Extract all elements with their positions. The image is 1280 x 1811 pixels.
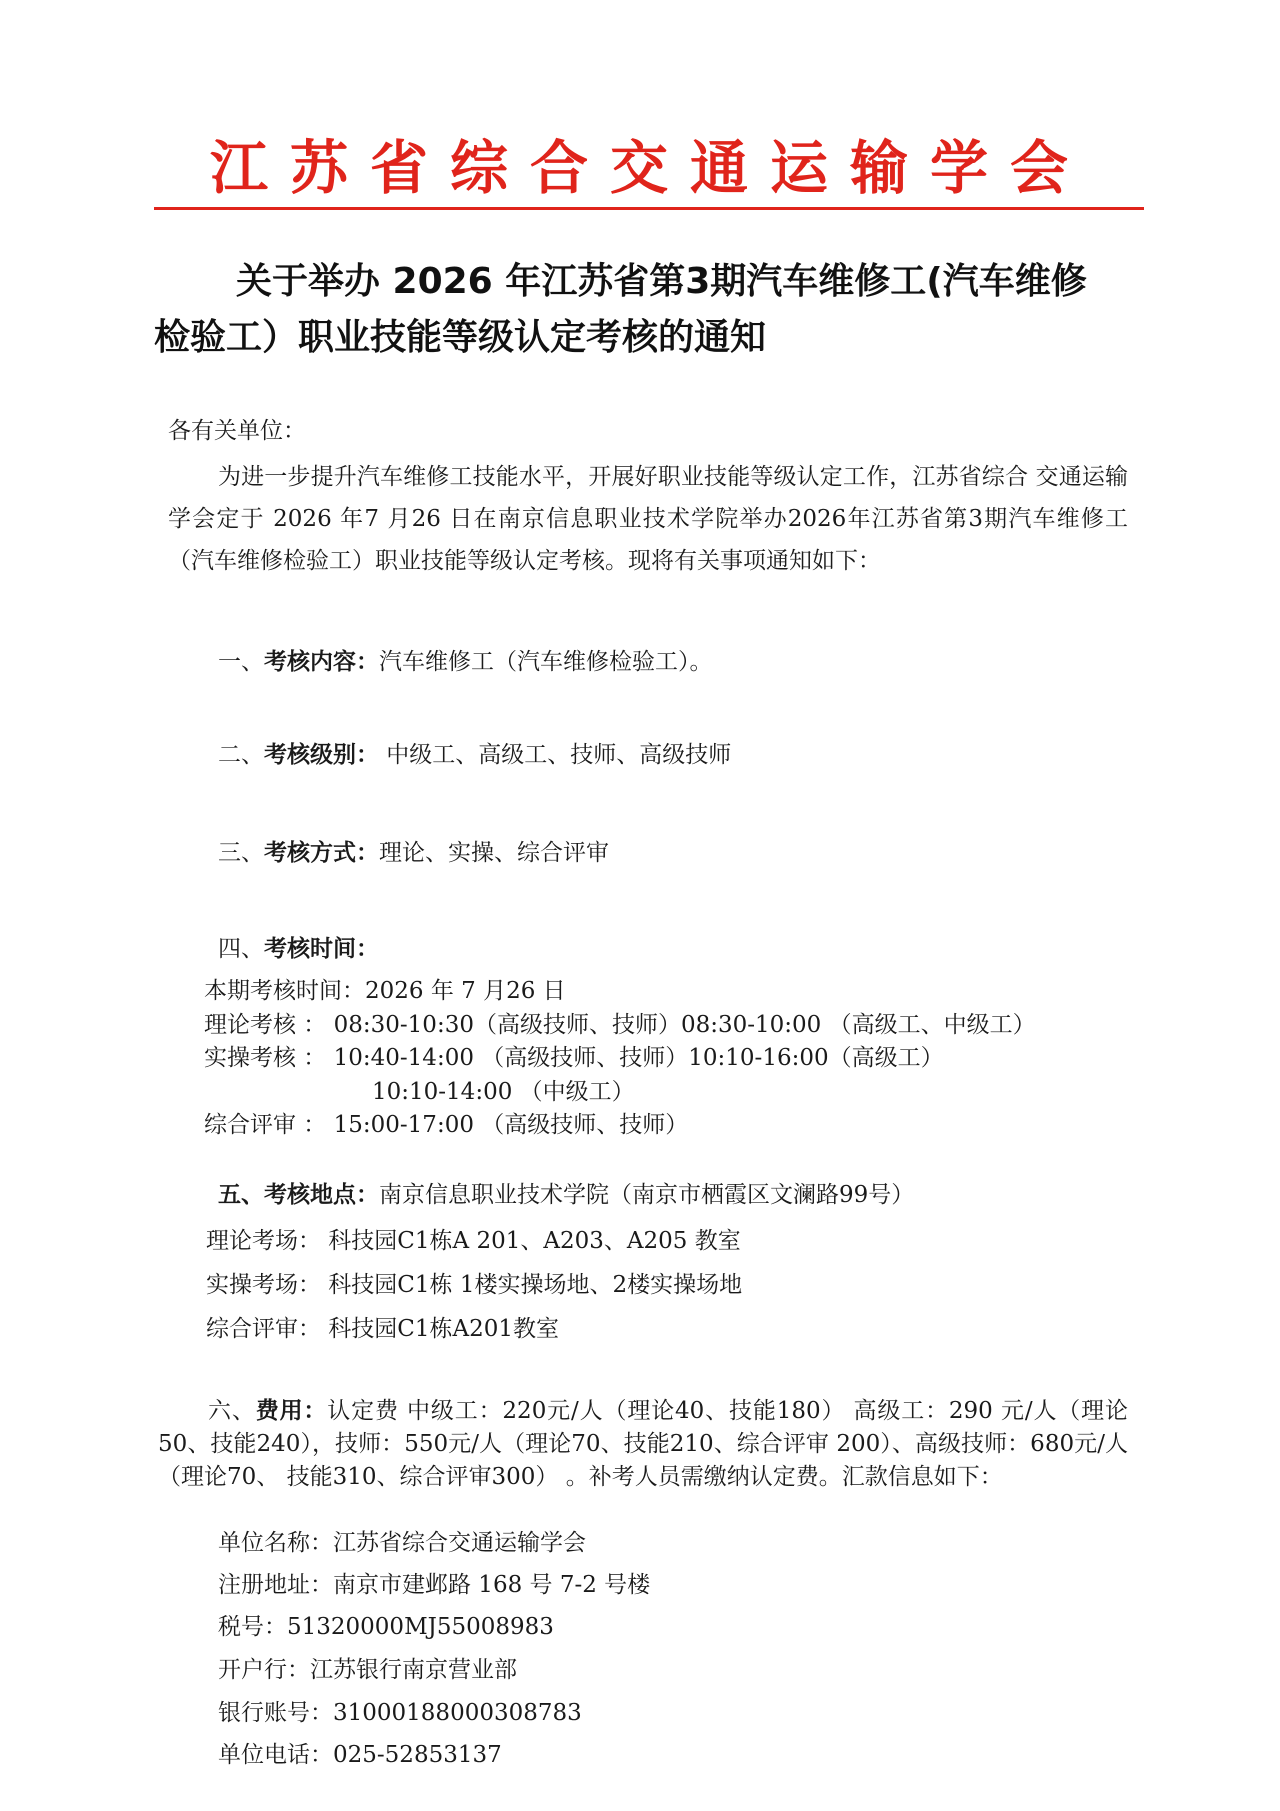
- section-content-label: 考核内容：: [264, 649, 379, 675]
- section-fee-value: 认定费 中级工：220元/人（理论40、技能180） 高级工：290 元/人（理论50、技能240），技师：550元/人（理论70、技能210、综合评审 200）、高级技师：680元/人（理论70、 技能310、综合评审300） 。补考人员需缴纳认定费。汇款信息如下：: [158, 1398, 1129, 1490]
- section-time-label: 考核时间：: [264, 936, 379, 962]
- section-method: [218, 838, 609, 868]
- section-fee-label: 费用：: [255, 1398, 328, 1424]
- unit-phone: 单位电话：025-52853137: [218, 1742, 502, 1768]
- section-level-value: 中级工、高级工、技师、高级技师: [379, 742, 732, 768]
- time-line-theory: 理论考核 ： 08:30-10:30（高级技师、技师）08:30-10:00 （高级工、中级工）: [204, 1012, 1036, 1038]
- document-title-line-2: 检验工）职业技能等级认定考核的通知: [154, 317, 767, 358]
- location-line-practical: 实操考场： 科技园C1栋 1楼实操场地、2楼实操场地: [206, 1272, 743, 1298]
- time-line-review: 综合评审 ： 15:00-17:00 （高级技师、技师）: [204, 1112, 689, 1138]
- section-fee: [158, 1395, 1128, 1494]
- bank-tax-id: 税号：51320000MJ55008983: [218, 1614, 554, 1640]
- bank-address: 注册地址：南京市建邺路 168 号 7-2 号楼: [218, 1572, 651, 1598]
- section-location-label: 考核地点：: [264, 1182, 379, 1208]
- section-level-label: 考核级别：: [264, 742, 379, 768]
- section-content: [218, 647, 713, 677]
- bank-account: 银行账号：31000188000308783: [218, 1700, 582, 1726]
- time-line-practical: 实操考核 ： 10:40-14:00 （高级技师、技师）10:10-16:00（高级工）: [204, 1045, 944, 1071]
- section-location-value: 南京信息职业技术学院（南京市栖霞区文澜路99号）: [379, 1182, 915, 1208]
- section-time-prefix: 四、: [218, 936, 264, 962]
- document-title-line-1: 关于举办 2026 年江苏省第3期汽车维修工(汽车维修: [236, 261, 1087, 302]
- section-content-value: 汽车维修工（汽车维修检验工）。: [379, 649, 713, 675]
- section-method-label: 考核方式：: [264, 840, 379, 866]
- time-line-date: 本期考核时间：2026 年 7 月26 日: [204, 978, 566, 1004]
- section-method-prefix: 三、: [218, 840, 264, 866]
- section-location-prefix: 五、: [218, 1182, 264, 1208]
- section-method-value: 理论、实操、综合评审: [379, 840, 609, 866]
- section-time: [218, 934, 379, 964]
- section-level: [218, 740, 731, 770]
- section-content-prefix: 一、: [218, 649, 264, 675]
- section-level-prefix: 二、: [218, 742, 264, 768]
- location-line-review: 综合评审： 科技园C1栋A201教室: [206, 1316, 560, 1342]
- org-header-title: 江苏省综合交通运输学会: [209, 134, 1090, 202]
- bank-unit-name: 单位名称：江苏省综合交通运输学会: [218, 1530, 586, 1556]
- section-fee-prefix: 六、: [208, 1398, 256, 1424]
- document-title: [154, 254, 1144, 366]
- header-red-rule: [154, 207, 1144, 210]
- bank-name: 开户行：江苏银行南京营业部: [218, 1657, 517, 1683]
- time-line-practical-mid: 10:10-14:00 （中级工）: [372, 1079, 635, 1105]
- intro-paragraph: 为进一步提升汽车维修工技能水平，开展好职业技能等级认定工作，江苏省综合 交通运输学会定于 2026 年7 月26 日在南京信息职业技术学院举办2026年江苏省第3期汽车维修工（汽车维修检验工）职业技能等级认定考核。现将有关事项通知如下：: [168, 464, 1128, 574]
- salutation: 各有关单位：: [168, 418, 306, 444]
- location-line-theory: 理论考场： 科技园C1栋A 201、A203、A205 教室: [206, 1228, 741, 1254]
- section-location: [218, 1180, 914, 1210]
